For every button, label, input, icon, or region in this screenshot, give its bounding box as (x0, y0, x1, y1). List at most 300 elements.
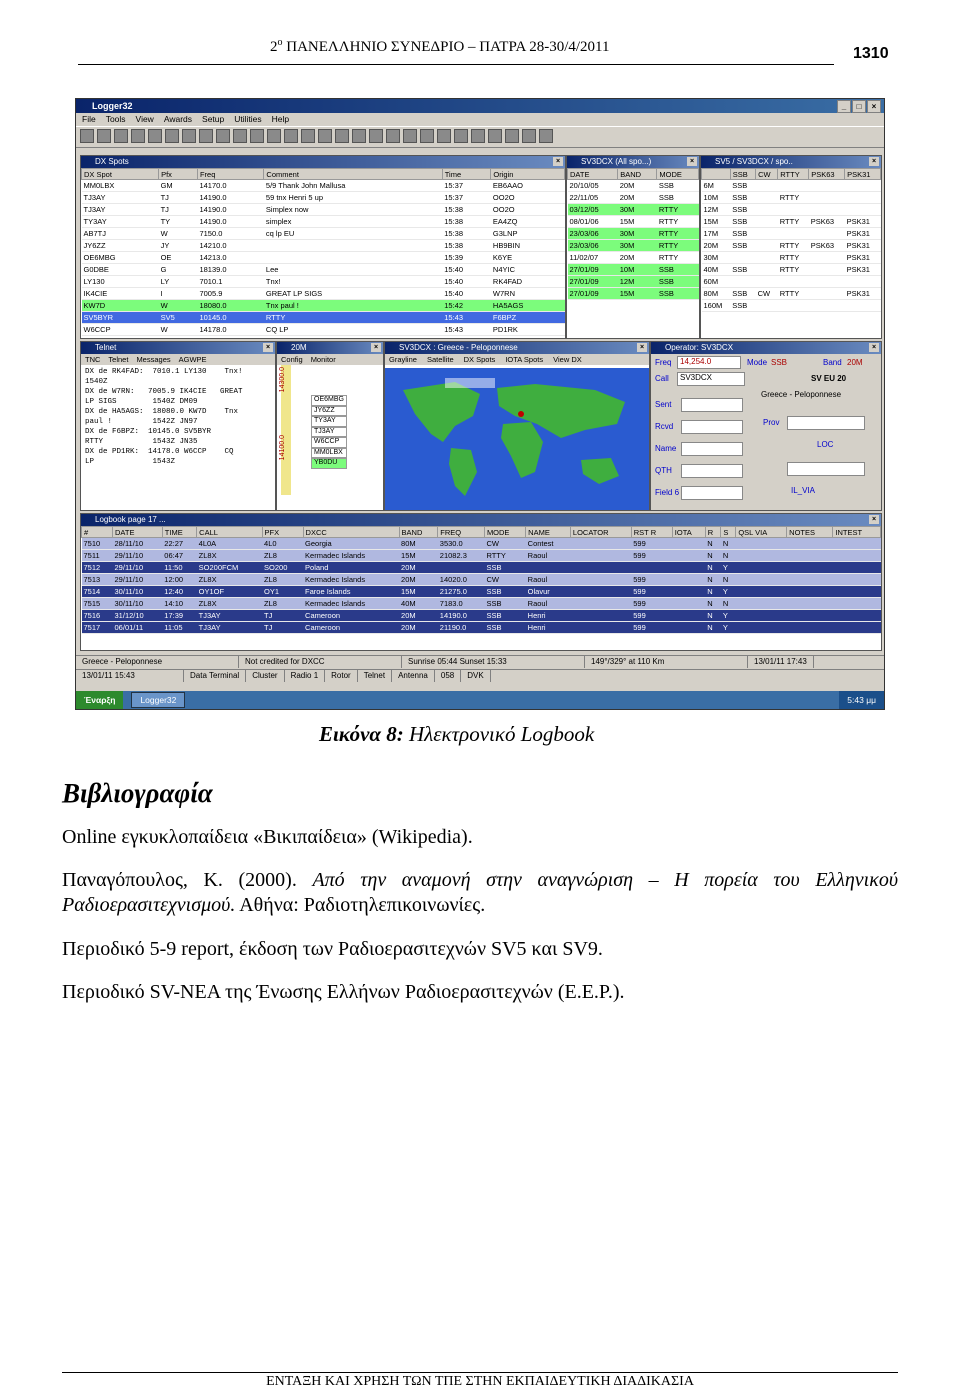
toolbar-button-icon[interactable] (420, 129, 434, 143)
table-cell (736, 574, 787, 586)
table-cell: F6BPZ (491, 312, 565, 324)
band-map-call[interactable]: YB0DU (311, 458, 347, 469)
tab[interactable]: IOTA Spots (505, 355, 544, 364)
table-row[interactable] (82, 204, 565, 216)
table-cell: PSK31 (845, 288, 881, 300)
table-cell (778, 276, 809, 288)
band-map-call[interactable]: TJ3AY (311, 427, 347, 438)
menu-item-tools[interactable]: Tools (105, 114, 126, 124)
toolbar-button-icon[interactable] (335, 129, 349, 143)
table-row[interactable] (568, 216, 699, 228)
table-cell: HB9BIN (491, 240, 565, 252)
column-header[interactable]: DX Spot (82, 169, 159, 180)
toolbar (76, 126, 884, 148)
call-label: Call (655, 374, 669, 383)
table-cell: simplex (264, 216, 442, 228)
call-field[interactable]: SV3DCX (677, 372, 745, 386)
figure-caption: Εικόνα 8: Ηλεκτρονικό Logbook (319, 722, 595, 746)
taskbar-logger32[interactable]: Logger32 (131, 692, 185, 708)
column-header[interactable]: R (705, 527, 721, 538)
table-cell: ZL8 (262, 550, 303, 562)
table-cell: 15:40 (442, 288, 491, 300)
table-row[interactable] (702, 228, 881, 240)
band-map-freq-high: 14300.0 (279, 367, 286, 393)
table-cell: SSB (657, 276, 699, 288)
module-dvk[interactable]: DVK (461, 670, 490, 682)
module-tab[interactable]: Antenna (392, 670, 435, 682)
table-cell: Kermadec Islands (303, 574, 399, 586)
freq-field[interactable]: 14,254.0 (677, 356, 741, 369)
table-cell (264, 240, 442, 252)
toolbar-button-icon[interactable] (488, 129, 502, 143)
table-row[interactable] (82, 538, 881, 550)
table-row[interactable] (82, 550, 881, 562)
tab[interactable]: DX Spots (463, 355, 496, 364)
table-cell: 20M (399, 610, 438, 622)
table-cell: CQ LP (264, 324, 442, 336)
close-icon[interactable]: × (869, 157, 879, 166)
menu-item-setup[interactable]: Setup (202, 114, 225, 124)
toolbar-button-icon[interactable] (97, 129, 111, 143)
tab[interactable]: Satellite (426, 355, 454, 364)
table-row[interactable] (568, 228, 699, 240)
table-cell (736, 622, 787, 634)
band-label: Band (823, 358, 842, 367)
prov-field[interactable] (787, 416, 865, 430)
toolbar-button-icon[interactable] (199, 129, 213, 143)
close-icon[interactable]: × (867, 100, 881, 113)
toolbar-button-icon[interactable] (403, 129, 417, 143)
table-cell: Y (721, 610, 736, 622)
table-row[interactable] (82, 228, 565, 240)
column-header[interactable]: Comment (264, 169, 442, 180)
toolbar-button-icon[interactable] (131, 129, 145, 143)
toolbar-button-icon[interactable] (369, 129, 383, 143)
table-cell: 10M (702, 192, 731, 204)
table-cell: 14190.0 (197, 216, 263, 228)
table-cell (809, 276, 845, 288)
maximize-icon[interactable]: □ (852, 100, 866, 113)
column-header[interactable]: BAND (399, 527, 438, 538)
toolbar-button-icon[interactable] (284, 129, 298, 143)
toolbar-button-icon[interactable] (148, 129, 162, 143)
table-row[interactable] (82, 240, 565, 252)
table-cell (756, 216, 778, 228)
table-cell (787, 610, 833, 622)
table-cell: 17M (702, 228, 731, 240)
table-cell: 22/11/05 (568, 192, 618, 204)
table-cell: ZL8X (197, 598, 262, 610)
table-row[interactable] (568, 180, 699, 192)
toolbar-button-icon[interactable] (318, 129, 332, 143)
table-cell (787, 574, 833, 586)
table-row[interactable] (82, 216, 565, 228)
toolbar-button-icon[interactable] (352, 129, 366, 143)
table-cell (809, 264, 845, 276)
table-cell: SSB (730, 228, 755, 240)
table-cell (787, 562, 833, 574)
table-row[interactable] (82, 574, 881, 586)
table-cell: TJ3AY (197, 610, 262, 622)
module-tab[interactable]: Data Terminal (184, 670, 246, 682)
column-header[interactable]: NAME (526, 527, 571, 538)
table-cell: 80M (702, 288, 731, 300)
table-cell: 599 (631, 538, 672, 550)
column-header[interactable]: IOTA (672, 527, 705, 538)
close-icon[interactable]: × (869, 343, 879, 352)
table-cell: OO2O (491, 192, 565, 204)
reference-1: Online εγκυκλοπαίδεια «Βικιπαίδεια» (Wikipedia). (62, 826, 473, 848)
table-cell (736, 610, 787, 622)
column-header[interactable]: TIME (162, 527, 196, 538)
table-cell: 27/01/09 (568, 276, 618, 288)
table-cell: 7516 (82, 610, 113, 622)
table-cell: GM (159, 180, 198, 192)
table-cell: RTTY (264, 312, 442, 324)
table-row[interactable] (568, 192, 699, 204)
table-row[interactable] (702, 240, 881, 252)
table-row[interactable] (702, 192, 881, 204)
operator-field-input[interactable] (681, 398, 743, 412)
table-cell: RTTY (778, 192, 809, 204)
table-cell (736, 586, 787, 598)
table-row[interactable] (82, 610, 881, 622)
column-header[interactable]: NOTES (787, 527, 833, 538)
column-header[interactable]: Pfx (159, 169, 198, 180)
table-row[interactable] (702, 288, 881, 300)
table-cell: Tnx paul ! (264, 300, 442, 312)
column-header[interactable]: INTEST (833, 527, 881, 538)
table-cell: W (159, 228, 198, 240)
column-header[interactable]: BAND (618, 169, 657, 180)
close-icon[interactable]: × (263, 343, 273, 352)
world-map[interactable] (385, 368, 649, 510)
tab[interactable]: TNC (85, 355, 101, 364)
toolbar-button-icon[interactable] (233, 129, 247, 143)
band-map-call[interactable]: OE6MBG (311, 395, 347, 406)
world-map-title: SV3DCX : Greece - Peloponnese (399, 343, 518, 352)
table-cell (809, 192, 845, 204)
column-header[interactable]: PSK31 (845, 169, 881, 180)
toolbar-button-icon[interactable] (505, 129, 519, 143)
operator-field-input[interactable] (681, 486, 743, 500)
table-row[interactable] (82, 598, 881, 610)
menu-item-file[interactable]: File (82, 114, 96, 124)
app-title: Logger32 (92, 101, 133, 111)
conference-header: $2^o$ ΠΑΝΕΛΛΗΝΙΟ ΣΥΝΕΔΡΙΟ – ΠΑΤΡΑ 28-30/4/2011 (270, 37, 610, 55)
table-cell: 06:47 (162, 550, 196, 562)
table-cell: TY (159, 216, 198, 228)
table-row[interactable] (82, 264, 565, 276)
table-cell: 30M (618, 228, 657, 240)
column-header[interactable]: RTTY (778, 169, 809, 180)
world-map-window (384, 341, 650, 511)
menu-item-utilities[interactable]: Utilities (234, 114, 262, 124)
band-value[interactable]: 20M (847, 358, 863, 367)
table-cell: RTTY (778, 288, 809, 300)
table-row[interactable] (82, 276, 565, 288)
table-cell (756, 264, 778, 276)
column-header[interactable]: Time (442, 169, 491, 180)
toolbar-button-icon[interactable] (301, 129, 315, 143)
module-bar (76, 669, 884, 682)
close-icon[interactable]: × (687, 157, 697, 166)
table-cell: OY1 (262, 586, 303, 598)
column-header[interactable]: PFX (262, 527, 303, 538)
table-cell: 599 (631, 610, 672, 622)
menu-item-view[interactable]: View (135, 114, 154, 124)
mode-value[interactable]: SSB (771, 358, 788, 367)
prefix-info: SV EU 20 (811, 374, 847, 383)
table-cell: 60M (702, 276, 731, 288)
table-cell: Faroe Islands (303, 586, 399, 598)
table-cell (570, 610, 631, 622)
band-map-call[interactable]: JY6ZZ (311, 406, 347, 417)
toolbar-button-icon[interactable] (539, 129, 553, 143)
column-header[interactable]: # (82, 527, 113, 538)
band-matrix-title: SV5 / SV3DCX / spo.. (715, 157, 793, 166)
operator-field-input[interactable] (681, 420, 743, 434)
table-row[interactable] (82, 622, 881, 634)
table-cell: CW (484, 574, 525, 586)
tab[interactable]: View DX (553, 355, 582, 364)
table-row[interactable] (702, 264, 881, 276)
table-cell: 15M (399, 550, 438, 562)
column-header[interactable]: FREQ (438, 527, 485, 538)
toolbar-button-icon[interactable] (437, 129, 451, 143)
reference-4: Περιοδικό SV-NEA της Ένωσης Ελλήνων Ραδιοερασιτεχνών (Ε.Ε.Ρ.). (62, 981, 625, 1003)
close-icon[interactable]: × (637, 343, 647, 352)
qth-field-right[interactable] (787, 462, 865, 476)
band-map-call[interactable]: W6CCP (311, 437, 347, 448)
status-region: Greece - Peloponnese (76, 656, 239, 668)
header-rule (78, 64, 834, 65)
table-row[interactable] (702, 204, 881, 216)
table-row[interactable] (568, 264, 699, 276)
telnet-line: DX de PD1RK: 14178.0 W6CCP CQ (85, 448, 234, 456)
table-cell: ZL8 (262, 598, 303, 610)
table-row[interactable] (82, 300, 565, 312)
table-row[interactable] (568, 240, 699, 252)
tab[interactable]: Config (281, 355, 303, 364)
table-row[interactable] (568, 252, 699, 264)
module-tab[interactable]: Radio 1 (285, 670, 326, 682)
table-cell: TJ3AY (197, 622, 262, 634)
table-cell (778, 180, 809, 192)
toolbar-button-icon[interactable] (454, 129, 468, 143)
table-cell: 21082.3 (438, 550, 485, 562)
table-cell: TY3AY (82, 216, 159, 228)
table-row[interactable] (702, 276, 881, 288)
toolbar-button-icon[interactable] (216, 129, 230, 143)
band-map-calls (311, 395, 347, 469)
table-row[interactable] (82, 324, 565, 336)
column-header[interactable]: RST R (631, 527, 672, 538)
status-bearing: 149°/329° at 110 Km (585, 656, 748, 668)
table-cell (438, 562, 485, 574)
table-cell (809, 288, 845, 300)
column-header[interactable]: LOCATOR (570, 527, 631, 538)
menu-item-awards[interactable]: Awards (163, 114, 193, 124)
table-cell: Y (721, 622, 736, 634)
table-row[interactable] (82, 192, 565, 204)
close-icon[interactable]: × (553, 157, 563, 166)
table-row[interactable] (82, 180, 565, 192)
toolbar-button-icon[interactable] (386, 129, 400, 143)
table-cell (833, 550, 881, 562)
table-cell (845, 180, 881, 192)
minimize-icon[interactable]: _ (837, 100, 851, 113)
module-clock: 13/01/11 15:43 (76, 670, 184, 682)
table-cell: SSB (730, 288, 755, 300)
toolbar-button-icon[interactable] (165, 129, 179, 143)
table-cell: 15:38 (442, 228, 491, 240)
table-cell (833, 622, 881, 634)
column-header[interactable]: S (721, 527, 736, 538)
band-map-call[interactable]: MM0LBX (311, 448, 347, 459)
tab[interactable]: Grayline (389, 355, 417, 364)
table-row[interactable] (82, 562, 881, 574)
table-cell: 7515 (82, 598, 113, 610)
tab[interactable]: AGWPE (178, 355, 207, 364)
tab[interactable]: Messages (136, 355, 171, 364)
table-cell: SO200 (262, 562, 303, 574)
toolbar-button-icon[interactable] (471, 129, 485, 143)
column-header[interactable]: DATE (113, 527, 163, 538)
column-header[interactable]: CALL (197, 527, 262, 538)
table-row[interactable] (702, 252, 881, 264)
table-cell: N (721, 538, 736, 550)
toolbar-button-icon[interactable] (250, 129, 264, 143)
table-row[interactable] (702, 180, 881, 192)
table-cell (570, 574, 631, 586)
column-header[interactable]: MODE (657, 169, 699, 180)
table-cell: TJ (159, 192, 198, 204)
toolbar-button-icon[interactable] (80, 129, 94, 143)
tab[interactable]: Monitor (310, 355, 336, 364)
table-cell: Henri (526, 622, 571, 634)
column-header[interactable]: QSL VIA (736, 527, 787, 538)
table-cell: 22:27 (162, 538, 196, 550)
table-cell (736, 598, 787, 610)
close-icon[interactable]: × (869, 515, 879, 524)
table-cell: SO200FCM (197, 562, 262, 574)
table-cell: 15:38 (442, 240, 491, 252)
table-cell: LY130 (82, 276, 159, 288)
band-map-freq-low: 14100.0 (279, 435, 286, 461)
table-cell (730, 276, 755, 288)
table-cell: 15:38 (442, 216, 491, 228)
column-header[interactable]: DXCC (303, 527, 399, 538)
column-header[interactable]: SSB (730, 169, 755, 180)
table-cell: N4YIC (491, 264, 565, 276)
table-cell (570, 550, 631, 562)
table-row[interactable] (702, 300, 881, 312)
table-cell: RTTY (484, 550, 525, 562)
table-cell: 27/01/09 (568, 288, 618, 300)
table-cell: SSB (657, 288, 699, 300)
column-header[interactable]: MODE (484, 527, 525, 538)
module-tab[interactable]: Cluster (246, 670, 284, 682)
start-button[interactable]: Έναρξη (76, 691, 123, 709)
operator-field-input[interactable] (681, 464, 743, 478)
table-cell (672, 598, 705, 610)
table-cell: 29/11/10 (113, 550, 163, 562)
column-header[interactable]: CW (756, 169, 778, 180)
toolbar-button-icon[interactable] (522, 129, 536, 143)
table-cell (833, 538, 881, 550)
table-cell: 7010.1 (197, 276, 263, 288)
menu-item-help[interactable]: Help (271, 114, 290, 124)
table-row[interactable] (702, 216, 881, 228)
toolbar-button-icon[interactable] (114, 129, 128, 143)
table-cell: SV5BYR (82, 312, 159, 324)
tab[interactable]: Telnet (108, 355, 129, 364)
table-cell: RTTY (657, 240, 699, 252)
table-row[interactable] (82, 288, 565, 300)
column-header[interactable] (702, 169, 731, 180)
operator-field-input[interactable] (681, 442, 743, 456)
column-header[interactable]: Origin (491, 169, 565, 180)
table-cell (756, 300, 778, 312)
table-cell: Georgia (303, 538, 399, 550)
toolbar-button-icon[interactable] (182, 129, 196, 143)
column-header[interactable]: Freq (197, 169, 263, 180)
spot-history-title: SV3DCX (All spo...) (581, 157, 652, 166)
telnet-line: LP SIGS 1540Z DM09 (85, 398, 198, 406)
table-cell: 20M (702, 240, 731, 252)
column-header[interactable]: DATE (568, 169, 618, 180)
table-row[interactable] (82, 312, 565, 324)
table-cell: Y (721, 586, 736, 598)
telnet-line: RTTY 1543Z JN35 (85, 438, 198, 446)
table-row[interactable] (568, 276, 699, 288)
table-cell: 18139.0 (197, 264, 263, 276)
table-cell: 10145.0 (197, 312, 263, 324)
band-map-tabs (277, 354, 383, 365)
table-cell: Poland (303, 562, 399, 574)
toolbar-button-icon[interactable] (267, 129, 281, 143)
table-cell: 7510 (82, 538, 113, 550)
module-tab[interactable]: Rotor (325, 670, 358, 682)
table-cell: 599 (631, 550, 672, 562)
table-row[interactable] (568, 204, 699, 216)
telnet-title: Telnet (95, 343, 117, 352)
table-row[interactable] (82, 252, 565, 264)
column-header[interactable]: PSK63 (809, 169, 845, 180)
table-cell (809, 252, 845, 264)
table-cell: LY (159, 276, 198, 288)
operator-field-label: Field 6 (655, 488, 680, 497)
page-number: 1310 (853, 45, 889, 62)
table-cell (672, 538, 705, 550)
table-cell (833, 610, 881, 622)
table-cell (809, 204, 845, 216)
table-cell: 15:38 (442, 204, 491, 216)
table-row[interactable] (82, 586, 881, 598)
close-icon[interactable]: × (371, 343, 381, 352)
bibliography-heading: Βιβλιογραφία (62, 778, 213, 808)
table-row[interactable] (568, 288, 699, 300)
band-map-call[interactable]: TY3AY (311, 416, 347, 427)
table-cell (787, 622, 833, 634)
table-cell: 15M (618, 288, 657, 300)
table-cell: TJ (262, 610, 303, 622)
telnet-tabs (81, 354, 275, 365)
table-cell: 5/9 Thank John Mallusa (264, 180, 442, 192)
module-tab[interactable]: Telnet (358, 670, 392, 682)
table-cell (672, 622, 705, 634)
